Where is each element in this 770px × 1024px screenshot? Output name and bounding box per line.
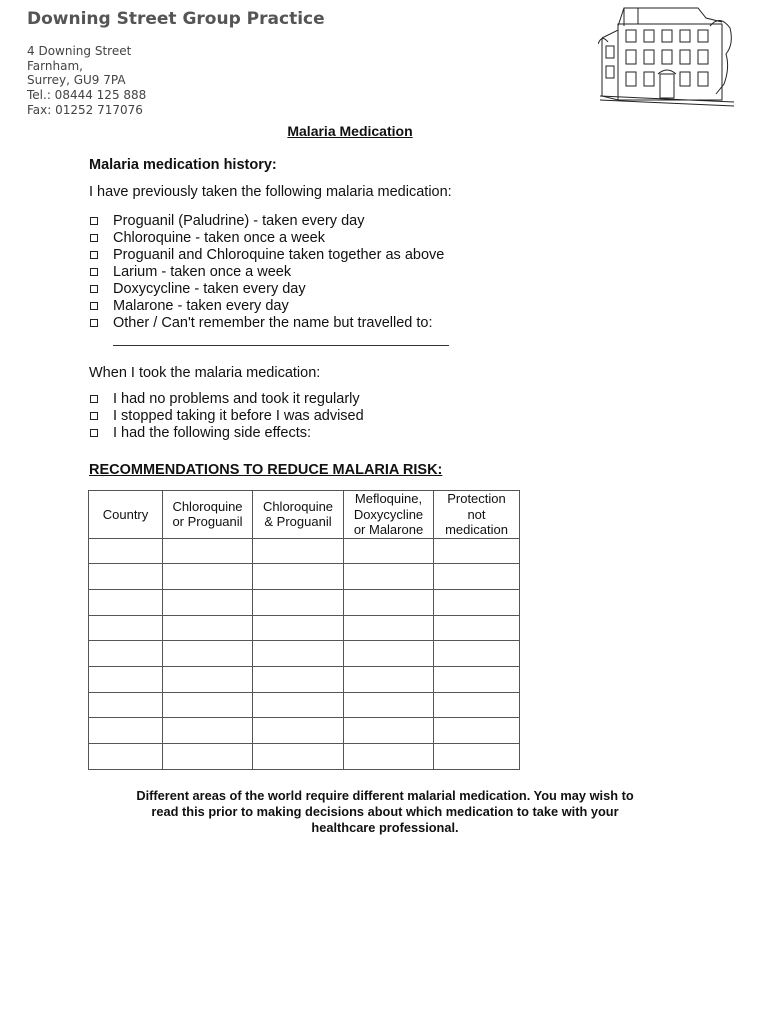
experience-options (89, 391, 364, 442)
option-label: I stopped taking it before I was advised (113, 408, 364, 425)
experience-question: When I took the malaria medication: (89, 365, 321, 381)
table-cell[interactable] (163, 718, 253, 744)
checkbox[interactable] (90, 285, 98, 293)
travel-destination-line[interactable] (113, 345, 449, 346)
table-cell[interactable] (163, 666, 253, 692)
option-label: Chloroquine - taken once a week (113, 230, 325, 247)
footer-line: read this prior to making decisions about which medication to take with your (151, 804, 619, 819)
table-cell[interactable] (253, 589, 344, 615)
table-cell[interactable] (253, 692, 344, 718)
column-header-chloroquine-and-proguanil: Chloroquine & Proguanil (253, 491, 344, 539)
checkbox[interactable] (90, 319, 98, 327)
table-cell[interactable] (434, 589, 520, 615)
medication-options (89, 213, 444, 331)
table-row (89, 615, 520, 641)
option-label: Doxycycline - taken every day (113, 281, 306, 297)
table-cell[interactable] (89, 564, 163, 590)
table-cell[interactable] (89, 718, 163, 744)
option-label: I had the following side effects: (113, 425, 312, 442)
checkbox[interactable] (90, 395, 98, 403)
table-body (89, 538, 520, 769)
table-cell[interactable] (163, 692, 253, 718)
table-cell[interactable] (163, 564, 253, 590)
option-label: Proguanil (Paludrine) - taken every day (113, 213, 365, 230)
column-header-country: Country (89, 491, 163, 539)
table-cell[interactable] (344, 538, 434, 564)
list-item[interactable] (89, 408, 364, 425)
table-cell[interactable] (344, 692, 434, 718)
footer-note (100, 788, 670, 836)
checkbox[interactable] (90, 217, 98, 225)
recommendations-table (88, 490, 520, 770)
checkbox[interactable] (90, 302, 98, 310)
table-cell[interactable] (434, 615, 520, 641)
option-label: I had no problems and took it regularly (113, 391, 360, 408)
table-cell[interactable] (89, 744, 163, 770)
list-item[interactable] (89, 314, 444, 331)
history-intro: I have previously taken the following malaria medication: (89, 184, 452, 200)
table-cell[interactable] (89, 666, 163, 692)
option-label: Proguanil and Chloroquine taken together as above (113, 247, 445, 264)
checkbox[interactable] (90, 234, 98, 242)
table-row (89, 744, 520, 770)
table-cell[interactable] (253, 641, 344, 667)
column-header-mefloquine-doxycycline-malarone: Mefloquine, Doxycycline or Malarone (344, 491, 434, 539)
table-cell[interactable] (89, 615, 163, 641)
document-title: Malaria Medication (287, 123, 413, 139)
table-cell[interactable] (344, 564, 434, 590)
table-cell[interactable] (163, 615, 253, 641)
table-cell[interactable] (344, 589, 434, 615)
table-row (89, 564, 520, 590)
practice-address (27, 44, 146, 118)
table-cell[interactable] (434, 666, 520, 692)
checkbox[interactable] (90, 251, 98, 259)
table-cell[interactable] (344, 718, 434, 744)
list-item[interactable] (89, 230, 444, 247)
table-row (89, 692, 520, 718)
table-cell[interactable] (253, 666, 344, 692)
table-cell[interactable] (253, 615, 344, 641)
table-cell[interactable] (89, 692, 163, 718)
table-row (89, 538, 520, 564)
table-cell[interactable] (344, 744, 434, 770)
footer-line: healthcare professional. (311, 820, 459, 835)
table-cell[interactable] (253, 718, 344, 744)
table-cell[interactable] (163, 538, 253, 564)
table-cell[interactable] (344, 615, 434, 641)
table-row (89, 666, 520, 692)
table-cell[interactable] (434, 744, 520, 770)
table-cell[interactable] (434, 564, 520, 590)
table-row (89, 641, 520, 667)
table-header-row (89, 491, 520, 539)
table-cell[interactable] (344, 641, 434, 667)
checkbox[interactable] (90, 268, 98, 276)
table-cell[interactable] (434, 718, 520, 744)
list-item[interactable] (89, 247, 444, 264)
checkbox[interactable] (90, 429, 98, 437)
recommendations-heading: RECOMMENDATIONS TO REDUCE MALARIA RISK: (89, 462, 443, 478)
history-heading: Malaria medication history: (89, 157, 277, 173)
footer-line: Different areas of the world require different malarial medication. You may wish to (136, 788, 634, 803)
column-header-chloroquine-or-proguanil: Chloroquine or Proguanil (163, 491, 253, 539)
address-line: Surrey, GU9 7PA (27, 73, 126, 88)
table-cell[interactable] (89, 589, 163, 615)
address-line: 4 Downing Street (27, 44, 132, 58)
telephone: Tel.: 08444 125 888 (27, 88, 147, 103)
table-cell[interactable] (163, 589, 253, 615)
building-illustration-icon (598, 4, 736, 108)
option-label: Malarone - taken every day (113, 297, 289, 314)
practice-name: Downing Street Group Practice (27, 9, 325, 29)
option-label: Larium - taken once a week (113, 264, 292, 281)
list-item[interactable] (89, 264, 444, 281)
list-item[interactable] (89, 425, 364, 442)
table-cell[interactable] (434, 538, 520, 564)
table-cell[interactable] (89, 641, 163, 667)
list-item[interactable] (89, 391, 364, 408)
table-cell[interactable] (163, 641, 253, 667)
table-cell[interactable] (253, 744, 344, 770)
list-item[interactable] (89, 281, 444, 298)
checkbox[interactable] (90, 412, 98, 420)
list-item[interactable] (89, 213, 444, 230)
table-cell[interactable] (434, 641, 520, 667)
table-cell[interactable] (434, 692, 520, 718)
table-row (89, 589, 520, 615)
table-cell[interactable] (89, 538, 163, 564)
table-cell[interactable] (253, 564, 344, 590)
table-cell[interactable] (253, 538, 344, 564)
table-row (89, 718, 520, 744)
fax: Fax: 01252 717076 (27, 102, 143, 117)
address-line: Farnham, (27, 58, 83, 73)
option-label: Other / Can't remember the name but travelled to: (113, 314, 433, 331)
list-item[interactable] (89, 297, 444, 314)
column-header-protection-not-medication: Protection not medication (434, 491, 520, 539)
table-cell[interactable] (163, 744, 253, 770)
table-cell[interactable] (344, 666, 434, 692)
